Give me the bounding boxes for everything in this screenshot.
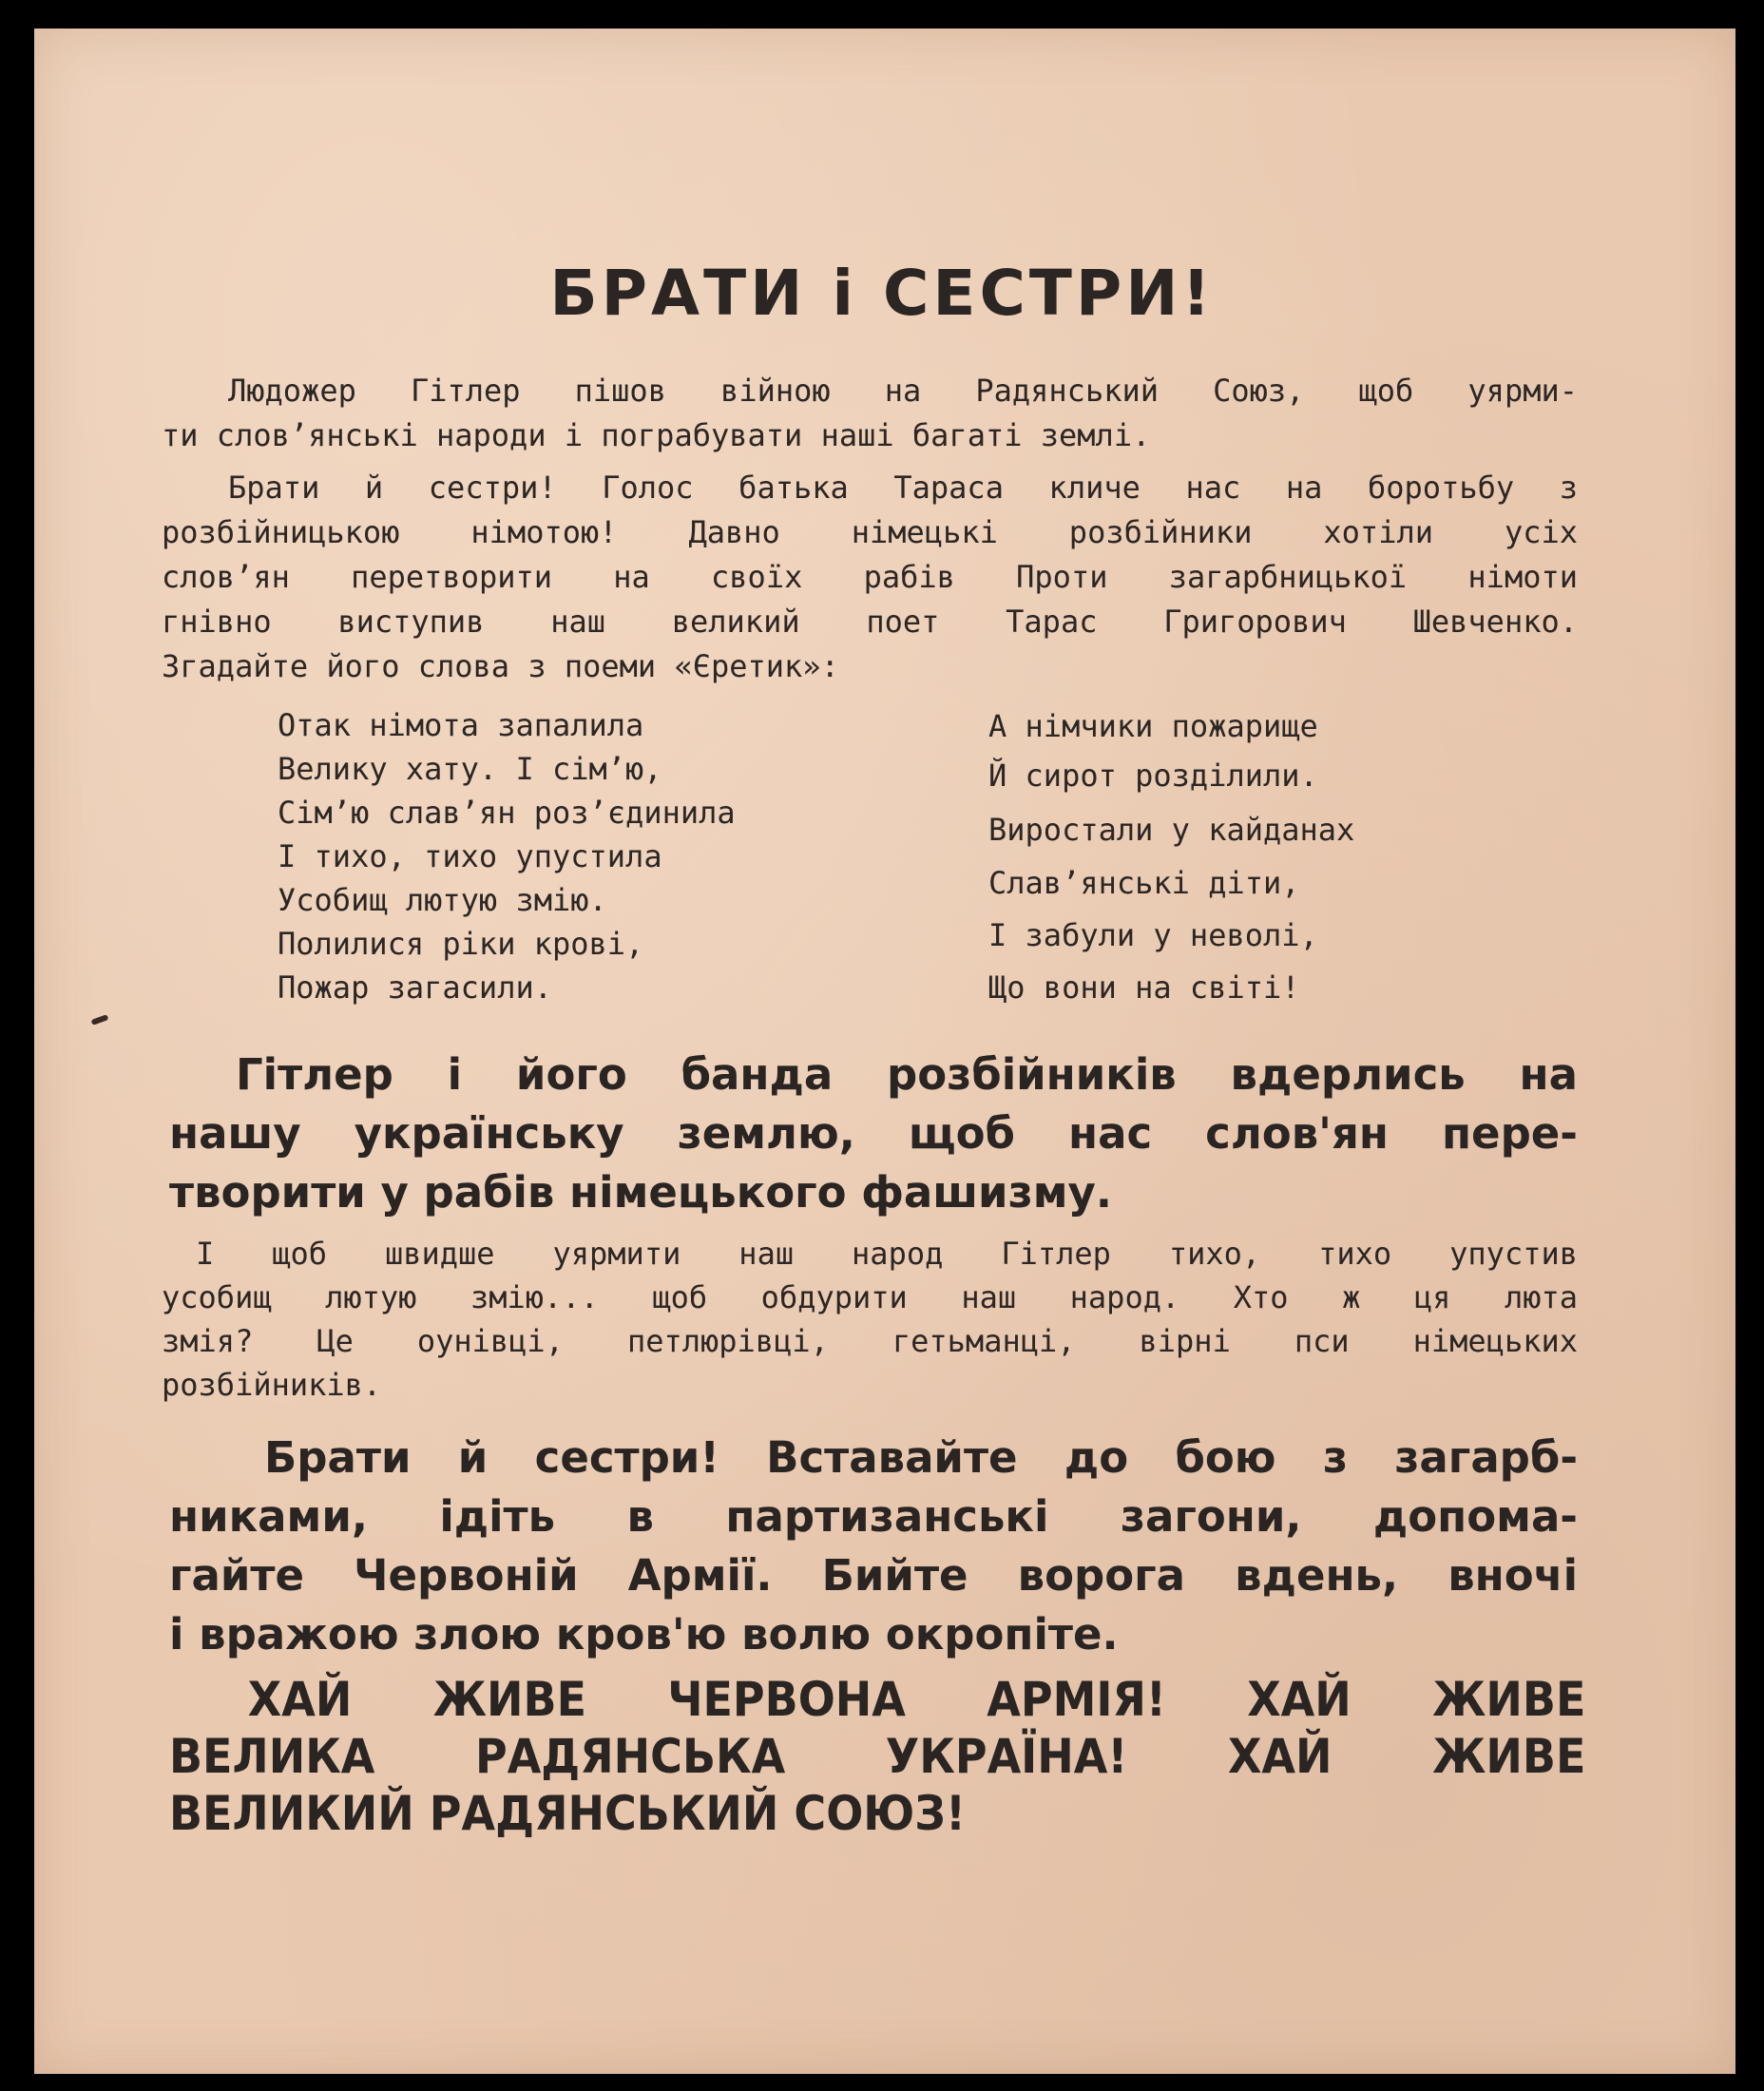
call-paragraph xyxy=(162,466,1578,689)
call-line: гнівно виступив наш великий поет Тарас Григорович Шевченко. xyxy=(162,604,1578,640)
slogans xyxy=(169,1671,1585,1842)
page-title: БРАТИ і СЕСТРИ! xyxy=(549,257,1215,330)
enemy-line: усобищ лютую змію... щоб обдурити наш народ. Хто ж ця люта xyxy=(162,1279,1578,1315)
poem-left-column xyxy=(278,703,736,1009)
call-to-arms-line: Брати й сестри! Вставайте до бою з загарб- xyxy=(264,1432,1578,1483)
poem-line: Пожар загасили. xyxy=(278,969,552,1006)
poem-line: Що вони на світі! xyxy=(988,969,1300,1006)
poem-line: Слав’янські діти, xyxy=(988,865,1300,901)
poem-line: А німчики пожарище xyxy=(988,708,1318,744)
poem-line: Й сирот розділили. xyxy=(988,758,1318,794)
call-line: Згадайте його слова з поеми «Єретик»: xyxy=(162,648,839,684)
enemy-line: змія? Це оунівці, петлюрівці, гетьманці, вірні пси німецьких xyxy=(162,1323,1578,1359)
poem-line: Велику хату. І сім’ю, xyxy=(278,751,662,787)
call-line: слов’ян перетворити на своїх рабів Проти загарбницької німоти xyxy=(162,559,1578,595)
intro-paragraph xyxy=(162,369,1578,458)
bold-statement xyxy=(169,1046,1578,1222)
poem-line: Усобищ лютую змію. xyxy=(278,882,607,918)
poem-right-column xyxy=(988,703,1354,1014)
slogan-line: ВЕЛИКИЙ РАДЯНСЬКИЙ СОЮЗ! xyxy=(169,1786,966,1841)
enemy-line: І щоб швидше уярмити наш народ Гітлер тихо, тихо упустив xyxy=(196,1236,1578,1272)
call-to-arms xyxy=(169,1429,1578,1664)
poem-line: Виростали у кайданах xyxy=(988,812,1355,848)
enemy-line: розбійників. xyxy=(162,1367,382,1403)
call-line: Брати й сестри! Голос батька Тараса кличе нас на боротьбу з xyxy=(228,470,1578,506)
intro-line: Людожер Гітлер пішов війною на Радянський Союз, щоб уярми- xyxy=(228,373,1578,409)
intro-line: ти слов’янські народи і пограбувати наші багаті землі. xyxy=(162,417,1151,453)
enemy-paragraph xyxy=(162,1232,1578,1407)
bold-statement-line: нашу українську землю, щоб нас слов'ян пере- xyxy=(169,1108,1578,1159)
poem-line: Сім’ю слав’ян роз’єдинила xyxy=(278,795,736,831)
slogan-line: ХАЙ ЖИВЕ ЧЕРВОНА АРМІЯ! ХАЙ ЖИВЕ xyxy=(247,1672,1586,1727)
slogan-line: ВЕЛИКА РАДЯНСЬКА УКРАЇНА! ХАЙ ЖИВЕ xyxy=(169,1729,1586,1784)
bold-statement-line: Гітлер і його банда розбійників вдерлись на xyxy=(236,1049,1578,1100)
call-to-arms-line: гайте Червоній Армії. Бийте ворога вдень, вночі xyxy=(169,1550,1578,1601)
poem-line: І забули у неволі, xyxy=(988,917,1318,953)
call-line: розбійницькою німотою! Давно німецькі розбійники хотіли усіх xyxy=(162,514,1578,550)
poem-line: Отак німота запалила xyxy=(278,707,644,743)
bold-statement-line: творити у рабів німецького фашизму. xyxy=(169,1167,1112,1218)
poem-line: І тихо, тихо упустила xyxy=(278,838,662,874)
call-to-arms-line: і вражою злою кров'ю волю окропіте. xyxy=(169,1609,1119,1659)
poem-line: Полилися ріки крові, xyxy=(278,926,644,962)
call-to-arms-line: никами, ідіть в партизанські загони, допома- xyxy=(169,1491,1578,1542)
